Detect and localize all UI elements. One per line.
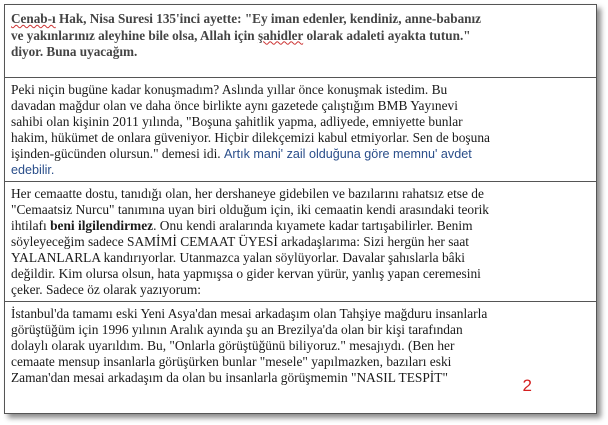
p3-line-5: Zaman'dan mesai arkadaşım da olan bu insanlarla görüşmemin "NASIL TESPİT" (11, 370, 448, 385)
p1-line-6: edebilir. (11, 163, 55, 177)
p1-line-5-a: işinden-gücünden olursun." demesi idi. (11, 146, 224, 161)
header-line-2 (11, 28, 591, 45)
p3-line-4: cemaate mensup insanlarla görüşürken bunlar "mesele" yapılmazken, bazıları eski (11, 354, 452, 369)
header-line-2-c: olarak adaleti ayakta tutun." (303, 27, 471, 43)
paragraph-1 (11, 82, 591, 178)
separator-2 (5, 181, 596, 182)
header-line-1 (11, 11, 591, 28)
p2-line-4: söyleyeceğim sadece SAMİMİ CEMAAT ÜYESİ arkadaşlarıma: Sizi hergün her saat (11, 234, 470, 249)
p2-line-2: "Cemaatsiz Nurcu" tanımına uyan biri olduğum için, iki cemaatin kendi arasındaki teorik (11, 202, 489, 217)
p3-line-1: İstanbul'da tamamı eski Yeni Asya'dan mesai arkadaşım olan Tahşiye mağduru insanlarla (11, 306, 488, 321)
p1-line-5 (11, 146, 591, 162)
p2-line-3-bold: beni ilgilendirmez (50, 218, 154, 233)
p3-line-2: görüştüğüm için 1996 yılının Aralık ayında şu an Brezilya'da olan bir kişi tarafından (11, 322, 463, 337)
document-clipping (4, 4, 597, 414)
p3-line-3: dolaylı olarak uyarıldım. Bu, "Onlarla görüştüğünü biliyoruz." mesajıydı. (Ben her (11, 338, 455, 353)
p1-line-1: Peki niçin bugüne kadar konuşmadım? Aslında yıllar önce konuşmak istedim. Bu (11, 82, 448, 97)
p2-line-3-a: ihtilafı (11, 218, 51, 233)
p2-line-3-c: . Onu kendi aralarında kıyamete kadar tartışabilirler. Benim (153, 218, 473, 233)
header-line-2-a: ve yakınlarınız aleyhine bile olsa, Allah için (11, 27, 258, 43)
p1-line-2: davadan mağdur olan ve daha önce birlikte aynı gazetede çalıştığım BMB Yayınevi (11, 98, 458, 113)
header-line-3: diyor. Buna uyacağım. (11, 44, 138, 59)
header-quote (11, 11, 591, 61)
separator-3 (5, 301, 596, 302)
separator-1 (5, 77, 596, 78)
p2-line-7: çeker. Sadece öz olarak yazıyorum: (11, 282, 201, 297)
page-number: 2 (522, 376, 532, 395)
p2-line-1: Her cemaatte dostu, tanıdığı olan, her dershaneye gidebilen ve bazılarını rahatsız etse de (11, 186, 484, 201)
p2-line-5: YALANLARLA kandırıyorlar. Utanmazca yalan söylüyorlar. Davalar şahıslarla bâki (11, 250, 466, 265)
header-word-sahidler: şahidler (257, 27, 304, 43)
p1-line-5-blue: Artık mani' zail olduğuna göre memnu' avdet (224, 147, 472, 161)
p1-line-3: sahibi olan kişinin 2011 yılında, "Boşuna şahitlik yapma, adliyede, emniyette bunlar (11, 114, 463, 129)
header-word-cenab: Cenab-ı (11, 11, 56, 26)
paragraph-2 (11, 186, 591, 298)
p2-line-3 (11, 218, 591, 234)
header-line-1-rest: Hak, Nisa Suresi 135'inci ayette: "Ey iman edenler, kendiniz, anne-babanız (55, 11, 482, 26)
p1-line-4: hakim, hükümet de onlara güveniyor. Hiçbir dilekçemizi kabul etmiyorlar. Sen de boşuna (11, 130, 490, 145)
paragraph-3 (11, 306, 591, 386)
p2-line-6: değildir. Kim olursa olsun, hata yapmışsa o gider kervan yürür, yanlış yapan ceremesini (11, 266, 481, 281)
